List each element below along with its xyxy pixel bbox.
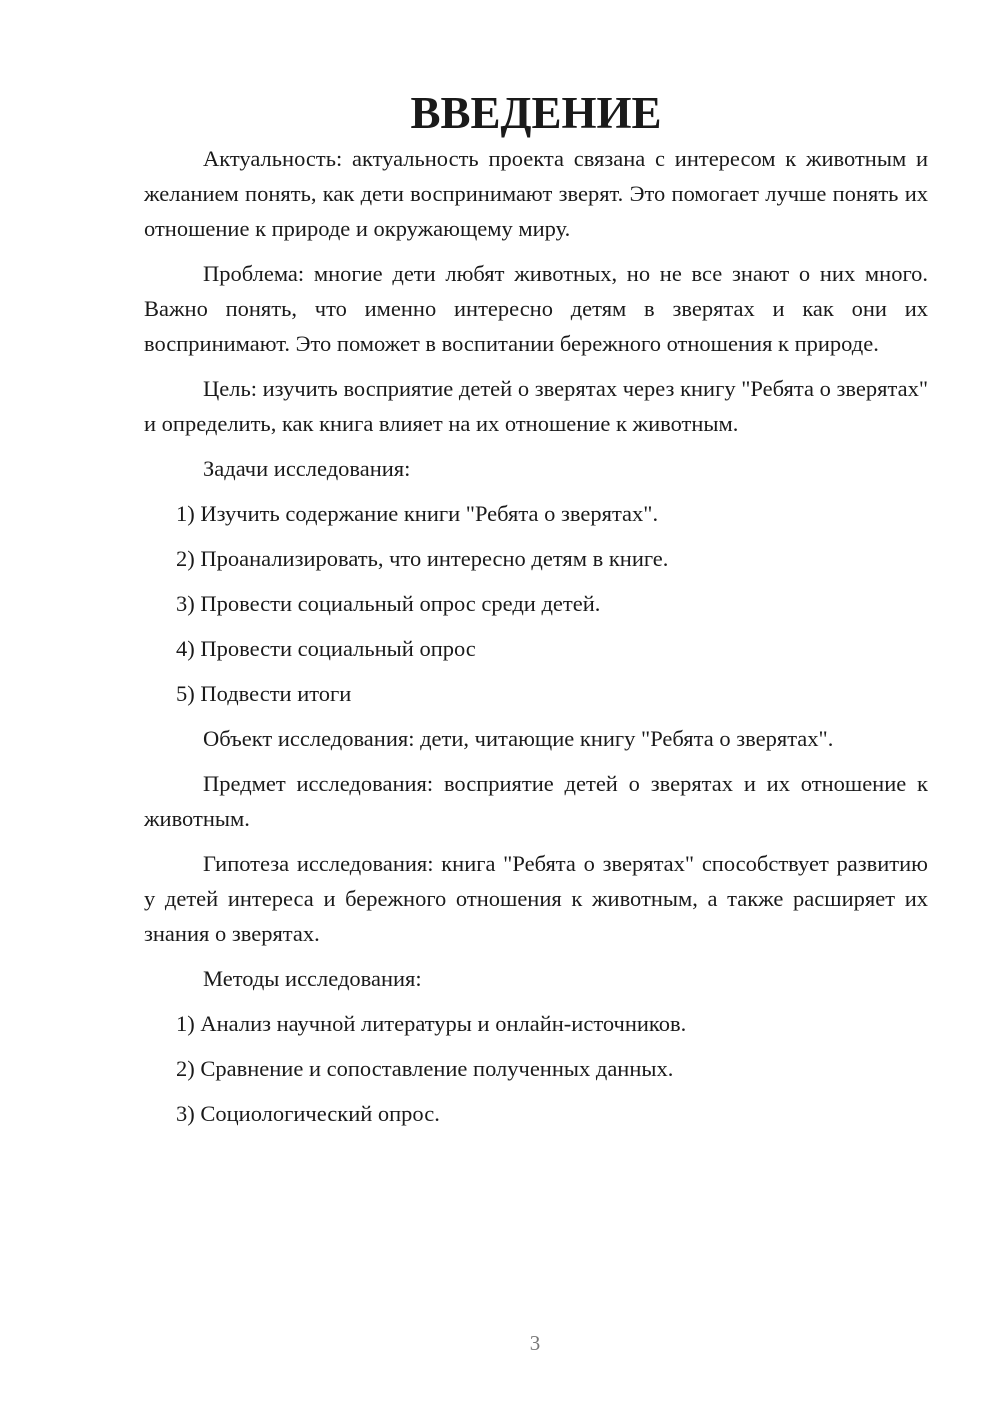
relevance-paragraph: Актуальность: актуальность проекта связана с интересом к животным и желанием понять, как дети воспринимают зверят. Это помогает лучше понять их отношение к природе и окружающему миру. (144, 146, 928, 241)
list-item: 4) Провести социальный опрос (176, 636, 476, 661)
goal-paragraph: Цель: изучить восприятие детей о зверятах через книгу "Ребята о зверятах" и определить, как книга влияет на их отношение к животным. (144, 376, 928, 436)
subject-paragraph: Предмет исследования: восприятие детей о зверятах и их отношение к животным. (144, 771, 928, 831)
list-item: 3) Социологический опрос. (176, 1101, 440, 1126)
methods-list (144, 1006, 928, 1131)
tasks-list (144, 496, 928, 711)
list-item: 5) Подвести итоги (176, 681, 352, 706)
list-item: 3) Провести социальный опрос среди детей. (176, 591, 601, 616)
list-item: 1) Изучить содержание книги "Ребята о зверятах". (176, 501, 659, 526)
problem-paragraph: Проблема: многие дети любят животных, но не все знают о них много. Важно понять, что именно интересно детям в зверятах и как они их воспринимают. Это поможет в воспитании бережного отношения к природе. (144, 261, 928, 356)
list-item: 2) Проанализировать, что интересно детям в книге. (176, 546, 669, 571)
page-title: ВВЕДЕНИЕ (410, 88, 662, 138)
page-content (144, 88, 928, 1131)
tasks-heading: Задачи исследования: (203, 456, 411, 481)
methods-heading: Методы исследования: (203, 966, 422, 991)
page-number: 3 (529, 1331, 541, 1355)
list-item: 1) Анализ научной литературы и онлайн-источников. (176, 1011, 687, 1036)
object-paragraph: Объект исследования: дети, читающие книгу "Ребята о зверятах". (203, 726, 834, 751)
list-item: 2) Сравнение и сопоставление полученных данных. (176, 1056, 674, 1081)
hypothesis-paragraph: Гипотеза исследования: книга "Ребята о зверятах" способствует развитию у детей интереса и бережного отношения к животным, а также расширяет их знания о зверятах. (144, 851, 928, 946)
